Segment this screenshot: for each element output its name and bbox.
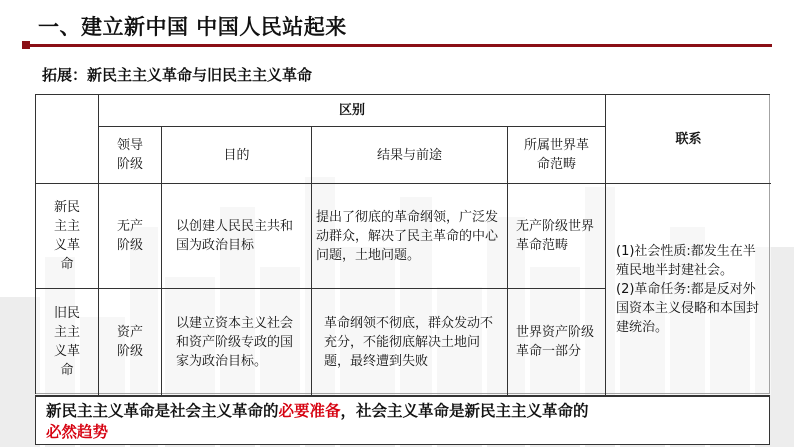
new-result-cell: 提出了彻底的革命纲领，广泛发动群众，解决了民主革命的中心问题，土地问题。 xyxy=(312,184,508,289)
old-goal-cell: 以建立资本主义社会和资产阶级专政的国家为政治目标。 xyxy=(162,289,312,395)
row-label-old-democratic: 旧民 主主 义革 命 xyxy=(36,289,99,395)
conclusion-text-1: 新民主主义革命是社会主义革命的 xyxy=(46,402,279,420)
corner-cell xyxy=(36,95,99,184)
new-leader-cell: 无产 阶级 xyxy=(99,184,162,289)
old-result-cell: 革命纲领不彻底，群众发动不充分，不能彻底解决土地问题，最终遭到失败 xyxy=(312,289,508,395)
conclusion-text-2: ，社会主义革命是新民主主义革命的 xyxy=(340,402,589,420)
col-header-result: 结果与前途 xyxy=(312,127,508,184)
conclusion-highlight-1: 必要准备 xyxy=(278,402,341,420)
comparison-table xyxy=(35,94,770,394)
col-header-goal: 目的 xyxy=(162,127,312,184)
old-leader-cell: 资产 阶级 xyxy=(99,289,162,395)
new-category-cell: 无产阶级世界革命范畴 xyxy=(508,184,606,289)
conclusion-highlight-2: 必然趋势 xyxy=(46,423,109,441)
col-header-leader: 领导 阶级 xyxy=(99,127,162,184)
relation-header: 联系 xyxy=(606,95,771,184)
page-title: 一、建立新中国 中国人民站起来 xyxy=(38,15,347,39)
group-header-difference: 区别 xyxy=(99,95,606,127)
new-goal-cell: 以创建人民民主共和国为政治目标 xyxy=(162,184,312,289)
header xyxy=(0,0,794,52)
relation-cell xyxy=(606,184,771,395)
old-category-cell: 世界资产阶级革命一部分 xyxy=(508,289,606,395)
col-header-category: 所属世界革 命范畴 xyxy=(508,127,606,184)
section-subtitle: 拓展：新民主主义革命与旧民主主义革命 xyxy=(42,66,313,84)
title-underline xyxy=(22,44,772,47)
conclusion-box xyxy=(35,395,770,445)
relation-item-task: (2)革命任务:都是反对外国资本主义侵略和本国封建统治。 xyxy=(616,282,760,335)
relation-item-nature: (1)社会性质:都发生在半殖民地半封建社会。 xyxy=(616,244,756,278)
row-label-new-democratic: 新民 主主 义革 命 xyxy=(36,184,99,289)
